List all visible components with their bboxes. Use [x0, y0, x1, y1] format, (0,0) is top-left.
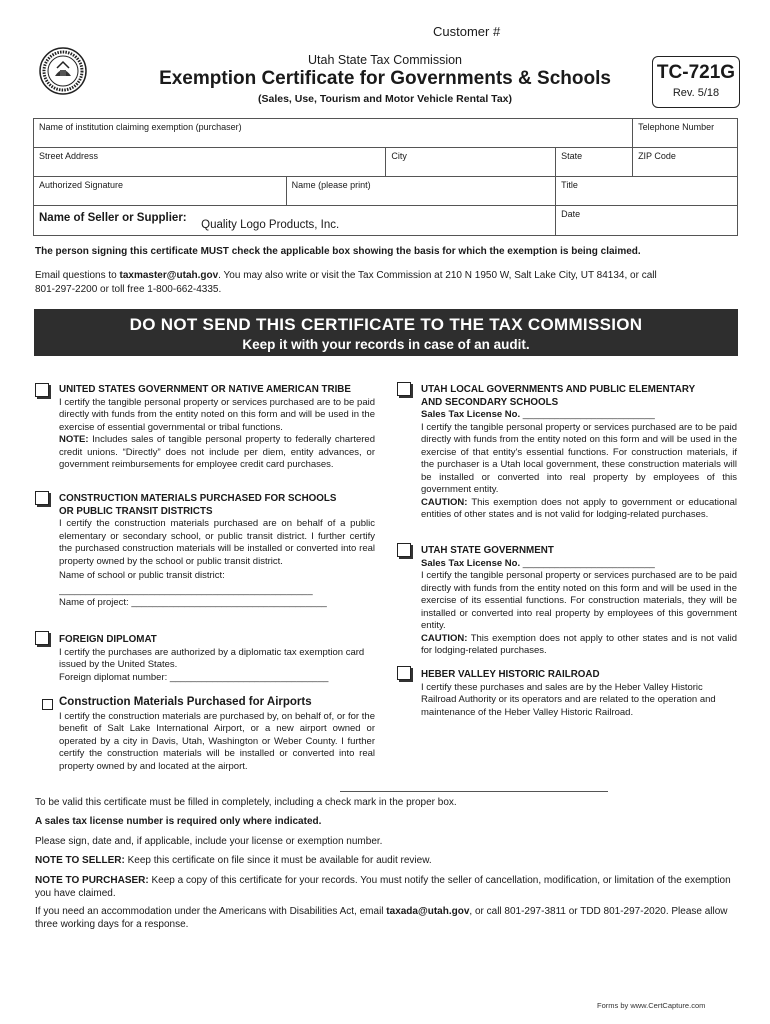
- us-government-body: I certify the tangible personal property or services purchased are to be paid directly with funds from the entity noted on this form and will be used in the exercise of essential governmental or tribal functions.: [59, 396, 375, 433]
- purchaser-fields: [33, 118, 738, 236]
- customer-number-label: Customer #: [433, 24, 501, 39]
- footer-sign: Please sign, date and, if applicable, include your license or exemption number.: [35, 836, 383, 847]
- us-government-section: [59, 384, 375, 472]
- note-purchaser-label: NOTE TO PURCHASER:: [35, 875, 149, 886]
- state-government-heading: UTAH STATE GOVERNMENT: [421, 545, 554, 556]
- airports-heading: Construction Materials Purchased for Airports: [59, 696, 312, 708]
- project-name-label: Name of project:: [59, 597, 132, 608]
- note-seller-label: NOTE TO SELLER:: [35, 855, 125, 866]
- page-subtitle: (Sales, Use, Tourism and Motor Vehicle Rental Tax): [257, 93, 512, 105]
- street-address-label: Street Address: [39, 151, 99, 161]
- heber-railroad-section: [421, 669, 737, 719]
- institution-name-label: Name of institution claiming exemption (purchaser): [39, 122, 242, 132]
- project-name-input[interactable]: _____________________________________: [131, 597, 327, 608]
- contact-rest: . You may also write or visit the Tax Commission at 210 N 1950 W, Salt Lake City, UT 84134, or call: [218, 270, 657, 281]
- state-caution: This exemption does not apply to other states and is not valid for lodging-related purchases.: [421, 632, 737, 656]
- us-government-note-label: NOTE:: [59, 434, 89, 445]
- us-government-heading: UNITED STATES GOVERNMENT OR NATIVE AMERICAN TRIBE: [59, 384, 351, 395]
- foreign-diplomat-checkbox[interactable]: [35, 631, 49, 645]
- state-label: State: [561, 151, 583, 161]
- ada-rest: , or call 801-297-3811 or TDD 801-297-2020. Please allow three working days for a response.: [35, 906, 728, 930]
- signature-label: Authorized Signature: [39, 180, 124, 190]
- local-government-section: [421, 384, 737, 522]
- signing-notice: The person signing this certificate MUST check the applicable box showing the basis for which the exemption is being claimed.: [35, 246, 641, 257]
- local-government-checkbox[interactable]: [397, 382, 411, 396]
- local-license-input[interactable]: _________________________: [522, 409, 655, 420]
- title-label: Title: [561, 180, 578, 190]
- contact-email-link[interactable]: taxmaster@utah.gov: [119, 270, 219, 281]
- airports-section: [59, 696, 375, 773]
- footer-note-seller: [35, 854, 735, 867]
- form-number: TC-721G: [656, 62, 736, 83]
- state-caution-label: CAUTION:: [421, 632, 468, 644]
- construction-schools-heading-1: CONSTRUCTION MATERIALS PURCHASED FOR SCHOOLS: [59, 493, 337, 504]
- contact-info: [35, 269, 725, 297]
- footer-license-required-text: A sales tax license number is required only where indicated.: [35, 816, 322, 827]
- state-government-checkbox[interactable]: [397, 543, 411, 557]
- construction-schools-section: [59, 493, 375, 610]
- institution-name-field[interactable]: [34, 119, 633, 148]
- banner-line-1: DO NOT SEND THIS CERTIFICATE TO THE TAX COMMISSION: [129, 315, 643, 334]
- ada-email-link[interactable]: taxada@utah.gov: [386, 906, 470, 917]
- local-government-heading-2: AND SECONDARY SCHOOLS: [421, 396, 559, 408]
- state-license-input[interactable]: _________________________: [522, 557, 655, 569]
- footer-ada: [35, 905, 735, 931]
- airports-checkbox[interactable]: [42, 699, 53, 710]
- state-government-body: I certify the tangible personal property or services purchased are to be paid directly with funds from the entity noted on this form and will be used in the exercise of its essential functions. For construction materials, they will be installed or converted into real property by employees of this government entity.: [421, 570, 737, 631]
- certcapture-credit: Forms by www.CertCapture.com: [597, 1001, 706, 1010]
- school-district-input[interactable]: ________________________________________________: [59, 584, 313, 596]
- seller-value: Quality Logo Products, Inc.: [201, 219, 340, 231]
- note-seller-text: Keep this certificate on file since it must be available for audit review.: [124, 855, 432, 866]
- state-field[interactable]: [556, 148, 633, 177]
- footer-note-purchaser: [35, 874, 735, 900]
- us-government-note: Includes sales of tangible personal property to federally chartered credit unions. “Directly” does not include per diem, entity advances, or government reimbursements for employee credit card purchases.: [59, 434, 375, 470]
- ada-prefix: If you need an accommodation under the Americans with Disabilities Act, email: [35, 906, 387, 917]
- city-label: City: [391, 151, 407, 161]
- us-government-checkbox[interactable]: [35, 383, 49, 397]
- construction-schools-checkbox[interactable]: [35, 491, 49, 505]
- heber-railroad-checkbox[interactable]: [397, 666, 411, 680]
- airports-body: I certify the construction materials are purchased by, on behalf of, or for the benefit of Salt Lake International Airport, or a new airport owned or operated by a city in Davis, Utah, Washington or Weber County. I further certify the construction materials will be installed or converted into real property owned by and located at the airport.: [59, 710, 375, 772]
- heber-railroad-body: I certify these purchases and sales are by the Heber Valley Historic Railroad Authority or its operators and are related to the operation and maintenance of the Heber Valley Historic Railroad.: [421, 681, 716, 718]
- street-address-field[interactable]: [34, 148, 386, 177]
- city-field[interactable]: [386, 148, 556, 177]
- foreign-diplomat-section: [59, 634, 375, 684]
- foreign-diplomat-body: I certify the purchases are authorized by a diplomatic tax exemption card issued by the United States.: [59, 646, 365, 670]
- heber-railroad-heading: HEBER VALLEY HISTORIC RAILROAD: [421, 669, 600, 680]
- state-government-section: [421, 545, 737, 658]
- local-caution-label: CAUTION:: [421, 496, 468, 508]
- divider-line: [340, 791, 608, 792]
- diplomat-number-input[interactable]: ______________________________: [169, 671, 329, 683]
- contact-prefix: Email questions to: [35, 270, 120, 281]
- form-revision: Rev. 5/18: [672, 87, 720, 99]
- contact-phone: 801-297-2200 or toll free 1-800-662-4335.: [35, 284, 222, 295]
- date-field[interactable]: [556, 206, 738, 236]
- signature-field[interactable]: [34, 177, 287, 206]
- local-caution: This exemption does not apply to government or educational entities of other states and is not valid for lodging-related purchases.: [421, 496, 737, 520]
- printed-name-field[interactable]: [286, 177, 556, 206]
- page-title: Exemption Certificate for Governments & Schools: [159, 68, 611, 89]
- banner-line-2: Keep it with your records in case of an audit.: [242, 337, 530, 352]
- footer-valid: To be valid this certificate must be filled in completely, including a check mark in the proper box.: [35, 797, 457, 808]
- agency-name: Utah State Tax Commission: [308, 53, 462, 67]
- foreign-diplomat-heading: FOREIGN DIPLOMAT: [59, 634, 157, 645]
- zip-field[interactable]: [633, 148, 738, 177]
- construction-schools-body: I certify the construction materials purchased are on behalf of a public elementary or secondary school, or public transit district. I further certify the purchased construction materials will be installed or converted into real property owned by the school or public transit district.: [59, 518, 375, 567]
- title-field[interactable]: [556, 177, 738, 206]
- school-district-label: Name of school or public transit district:: [59, 570, 225, 581]
- construction-schools-heading-2: OR PUBLIC TRANSIT DISTRICTS: [59, 505, 213, 517]
- printed-name-label: Name (please print): [291, 180, 371, 190]
- local-government-heading-1: UTAH LOCAL GOVERNMENTS AND PUBLIC ELEMENTARY: [421, 384, 696, 395]
- telephone-label: Telephone Number: [638, 122, 715, 132]
- state-license-label: Sales Tax License No.: [421, 557, 523, 569]
- footer-license-required: [35, 815, 735, 828]
- local-license-label: Sales Tax License No.: [421, 409, 523, 420]
- do-not-send-banner: [34, 309, 738, 356]
- diplomat-number-label: Foreign diplomat number:: [59, 671, 170, 683]
- seller-label: Name of Seller or Supplier:: [39, 212, 187, 224]
- seller-field[interactable]: [34, 206, 556, 236]
- telephone-field[interactable]: [633, 119, 738, 148]
- form-number-box: [652, 56, 740, 108]
- zip-label: ZIP Code: [638, 151, 676, 161]
- note-purchaser-text: Keep a copy of this certificate for your records. You must notify the seller of cancellation, modification, or limitation of the exemption you have claimed.: [35, 875, 731, 899]
- date-label: Date: [561, 209, 581, 219]
- local-government-body: I certify the tangible personal property or services purchased are to be paid directly with funds from the entity noted on this form and will be used in the exercise of that entity's essential functions. For construction materials, if the purchaser is a Utah local government, these construction materials will be installed or converted into real property by employees of this government entity.: [421, 421, 737, 495]
